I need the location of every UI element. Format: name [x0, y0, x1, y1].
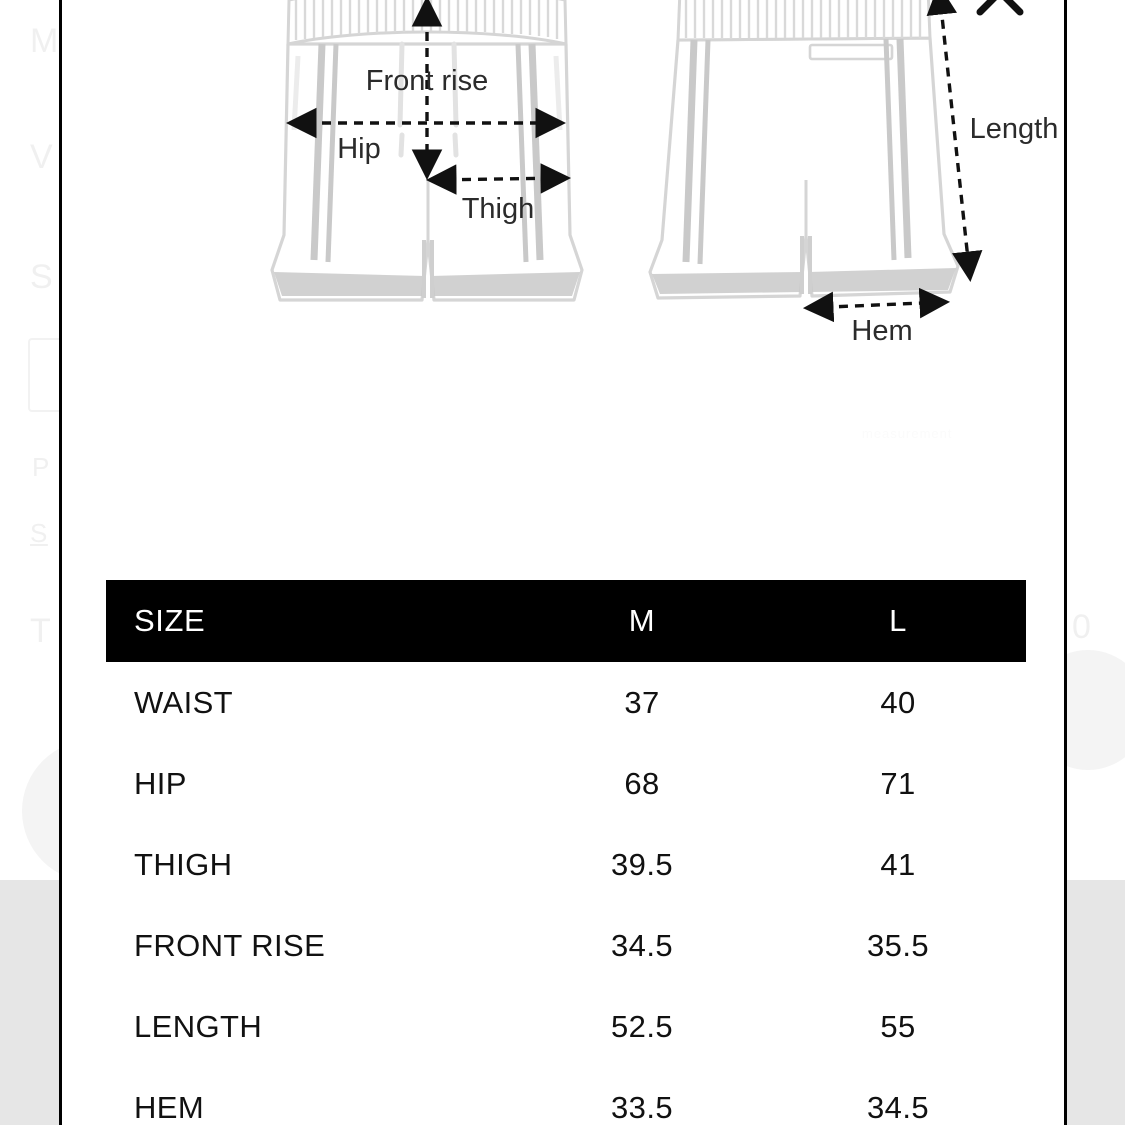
row-value-hip-m: 68: [624, 765, 660, 801]
row-value-waist-m: 37: [624, 684, 660, 720]
row-value-hip-l: 71: [880, 765, 916, 801]
background-faint-text-s2: S: [30, 518, 48, 548]
row-value-front-rise-l: 35.5: [867, 927, 929, 963]
row-label-hip: HIP: [134, 765, 187, 801]
table-row: [106, 986, 1026, 1067]
background-faint-text-v: V: [30, 138, 54, 176]
row-label-waist: WAIST: [134, 684, 234, 720]
table-row: [106, 824, 1026, 905]
diagram-label-hip: Hip: [337, 133, 381, 165]
shorts-back-view: [650, 0, 1058, 347]
row-label-thigh: THIGH: [134, 846, 233, 882]
column-header-l: L: [889, 603, 907, 638]
table-row: [106, 743, 1026, 824]
table-row: [106, 662, 1026, 743]
column-header-size: SIZE: [134, 603, 206, 638]
diagram-label-hem: Hem: [851, 315, 913, 347]
row-value-length-m: 52.5: [611, 1008, 673, 1044]
row-value-hem-l: 34.5: [867, 1089, 929, 1125]
table-row: [106, 1067, 1026, 1125]
size-chart-table: [106, 580, 1026, 1125]
row-value-length-l: 55: [880, 1008, 916, 1044]
background-faint-text-p: P: [32, 452, 50, 482]
background-faint-text-zero: 0: [1072, 608, 1092, 646]
column-header-m: M: [628, 603, 656, 638]
row-value-hem-m: 33.5: [611, 1089, 673, 1125]
diagram-label-length: Length: [969, 113, 1059, 145]
close-x-icon[interactable]: [972, 0, 1028, 20]
background-faint-text-s: S: [30, 258, 54, 296]
shorts-front-view: [272, 0, 582, 300]
background-faint-text-t: T: [30, 612, 52, 650]
background-faint-text-m: M: [30, 22, 59, 60]
row-label-length: LENGTH: [134, 1008, 263, 1044]
table-row: [106, 905, 1026, 986]
shorts-measurement-diagram: [62, 0, 1064, 440]
row-value-front-rise-m: 34.5: [611, 927, 673, 963]
diagram-label-thigh: Thigh: [461, 193, 535, 225]
diagram-label-front-rise: Front rise: [365, 65, 489, 97]
row-value-thigh-m: 39.5: [611, 846, 673, 882]
row-label-hem: HEM: [134, 1089, 205, 1125]
row-label-front-rise: FRONT RISE: [134, 927, 326, 963]
diagram-watermark: measurement: [862, 426, 953, 441]
row-value-thigh-l: 41: [880, 846, 916, 882]
size-guide-modal: [59, 0, 1067, 1125]
row-value-waist-l: 40: [880, 684, 916, 720]
table-header-row: [106, 580, 1026, 662]
